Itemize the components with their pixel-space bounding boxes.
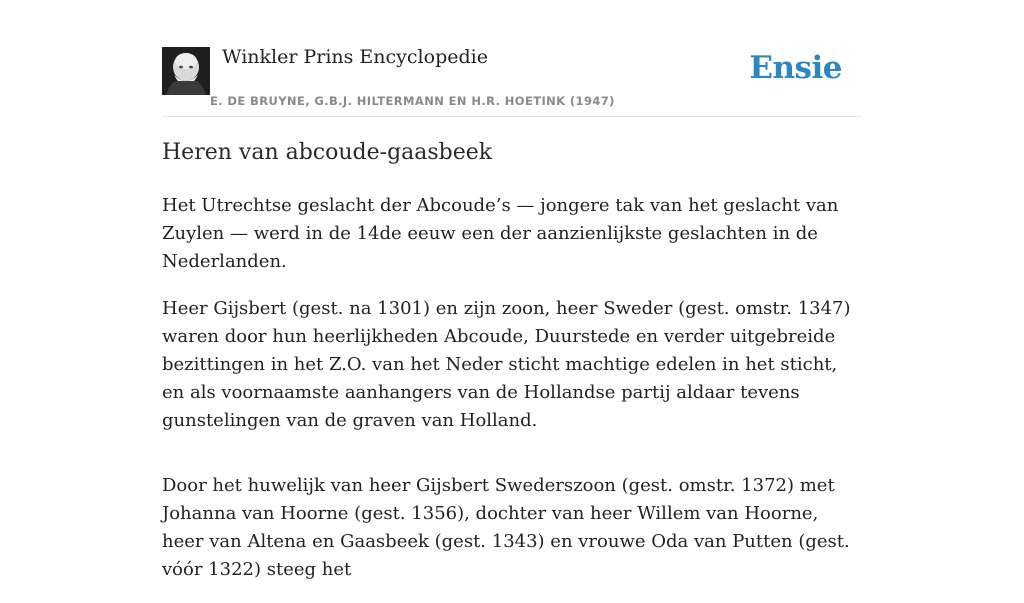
article-paragraph: Het Utrechtse geslacht der Abcoude’s — jongere tak van het geslacht van Zuylen — werd in de 14de eeuw een der aanzienlijkste geslachten in de Nederlanden.	[162, 195, 839, 272]
article-title: Heren van abcoude-gaasbeek	[162, 140, 493, 165]
ensie-logo[interactable]: Ensie	[749, 50, 842, 86]
article-paragraph: Heer Gijsbert (gest. na 1301) en zijn zoon, heer Sweder (gest. omstr. 1347) waren door hun heerlijkheden Abcoude, Duurstede en verder uitgebreide bezittingen in het Z.O. van het Neder sticht machtige edelen in het sticht, en als voornaamste aanhangers van de Hollandse partij aldaar tevens gunstelingen van de graven van Holland.	[162, 298, 851, 431]
book-title[interactable]: Winkler Prins Encyclopedie	[222, 46, 488, 68]
content-container	[162, 0, 862, 580]
article-paragraph: Door het huwelijk van heer Gijsbert Swederszoon (gest. omstr. 1372) met Johanna van Hoorne (gest. 1356), dochter van heer Willem van Hoorne, heer van Altena en Gaasbeek (gest. 1343) en vrouwe Oda van Putten (gest. vóór 1322) steeg het	[162, 475, 850, 580]
header	[162, 0, 862, 117]
article-body	[162, 192, 862, 603]
book-authors: E. DE BRUYNE, G.B.J. HILTERMANN EN H.R. HOETINK (1947)	[210, 94, 615, 108]
author-avatar[interactable]	[162, 47, 210, 95]
portrait-icon	[162, 47, 210, 95]
